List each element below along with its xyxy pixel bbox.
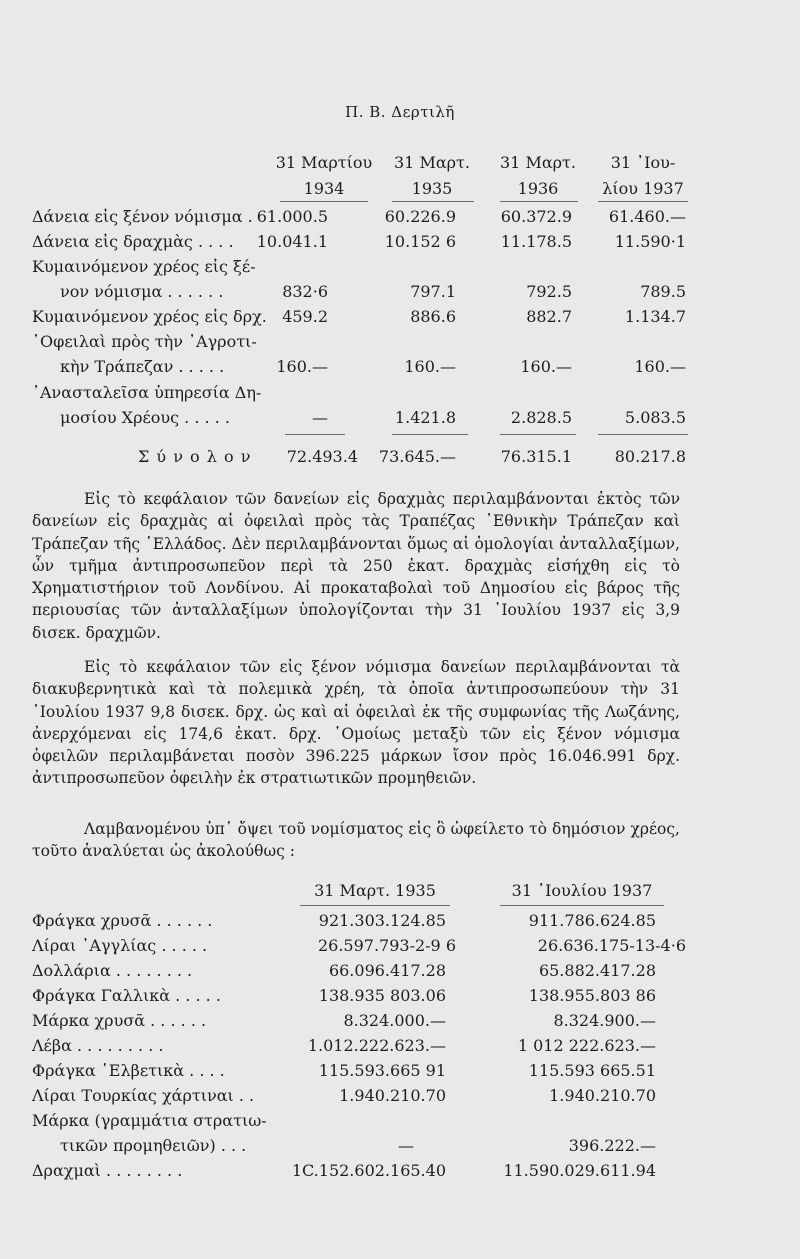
body-paragraph [32,656,680,790]
table-cell: 1.940.210.70 [339,1086,446,1105]
total-cell: 73.645.— [378,447,456,466]
table-cell: — [312,408,328,427]
table-cell: 5.083.5 [624,408,686,427]
total-label: Σ ύ ν ο λ ο ν [138,447,252,466]
page-header-author: Π. Β. Δερτιλῆ [345,103,455,121]
table-cell: 1 012 222.623.— [517,1036,656,1055]
column-header-line2: λίου 1937 [602,179,684,198]
table2-col-header: 31 Μαρτ. 1935 [314,881,436,900]
table-cell: 396.222.— [568,1136,656,1155]
body-paragraph [32,488,680,644]
column-header-line1: 31 Μαρτ. [394,153,470,172]
row-label: Φράγκα ῾Ελβετικὰ . . . . [32,1061,225,1080]
total-cell: 72.493.4 [286,447,358,466]
table-cell: 26.636.175-13-4·6 [537,936,686,955]
table1-col-header [268,150,380,202]
row-label: Λέβα . . . . . . . . . [32,1036,164,1055]
table-cell: 160.— [520,357,572,376]
table-cell: 138.935 803.06 [318,986,446,1005]
table2-col-header: 31 ᾿Ιουλίου 1937 [511,881,653,900]
row-label: Λίραι ᾿Αγγλίας . . . . . [32,936,208,955]
row-label: Δάνεια εἰς ξένον νόμισμα . [32,207,253,226]
row-label: Κυμαινόμενον χρέος εἰς ξέ- [32,257,256,276]
table-cell: 66.096.417.28 [328,961,446,980]
table-cell: 789.5 [640,282,686,301]
table-cell: 61.000.5 [256,207,328,226]
table-cell: 797.1 [410,282,456,301]
table-cell: 1.134.7 [624,307,686,326]
table-cell: 11.590·1 [614,232,686,251]
column-header-line2: 1935 [411,179,453,198]
table-cell: 26.597.793-2-9 6 [317,936,456,955]
total-cell: 76.315.1 [500,447,572,466]
header-rule [300,905,450,906]
paragraph-text: Εἰς τὸ κεφάλαιον τῶν εἰς ξένον νόμισμα δανείων περιλαμβάνονται τὰ διακυβερνητικὰ καὶ τὰ πολεμικὰ χρέη, τὰ ὁποῖα ἀντιπροσωπεύουν τὴν 31 ᾿Ιουλίου 1937 9,8 δισεκ. δρχ. ὡς καὶ αἱ ὀφειλαὶ ἐκ τῆς συμφωνίας τῆς Λωζάνης, ἀνερχόμεναι εἰς 174,6 ἑκατ. δρχ. ῾Ομοίως μεταξὺ τῶν εἰς ξένον νόμισμα ὀφειλῶν περιλαμβάνεται ποσὸν 396.225 μάρκων ἴσον πρὸς 16.046.991 δρχ. ἀντιπροσωπεῦον ὀφειλὴν ἐκ στρατιωτικῶν προμηθειῶν. [32,658,680,788]
table-cell: 10.152 6 [384,232,456,251]
table-cell: 10.041.1 [256,232,328,251]
header-rule [500,905,664,906]
table-cell: 160.— [404,357,456,376]
table-cell: 11.590.029.611.94 [503,1161,656,1180]
table1-col-header [382,150,482,202]
table-cell: 1.012.222.623.— [307,1036,446,1055]
table-cell: 1C.152.602.165.40 [291,1161,446,1180]
table-cell: 2.828.5 [510,408,572,427]
table-cell: 8.324.900.— [553,1011,656,1030]
table-cell: 459.2 [282,307,328,326]
table-cell: 792.5 [526,282,572,301]
column-header-line1: 31 Μαρτ. [500,153,576,172]
table-cell: 1.940.210.70 [549,1086,656,1105]
table-cell: 11.178.5 [500,232,572,251]
sum-rule [598,434,688,435]
sum-rule [285,434,345,435]
column-header-line2: 1934 [303,179,345,198]
table-cell: 65.882.417.28 [538,961,656,980]
row-label: Λίραι Τουρκίας χάρτιναι . . [32,1086,255,1105]
table-cell: 115.593.665 91 [318,1061,446,1080]
table-cell: 1.421.8 [394,408,456,427]
table-cell: 886.6 [410,307,456,326]
table1-col-header [490,150,586,202]
paragraph-text: Λαμβανομένου ὑπ᾿ ὄψει τοῦ νομίσματος εἰς ὃ ὠφείλετο τὸ δημόσιον χρέος, τοῦτο ἀναλύεται ὡς ἀκολούθως : [32,820,680,861]
table-cell: 61.460.— [608,207,686,226]
row-label: ᾿Οφειλαὶ πρὸς τὴν ᾿Αγροτι- [32,332,257,351]
sum-rule [500,434,576,435]
table-cell: 921.303.124.85 [318,911,446,930]
table1-col-header [588,150,698,202]
column-header-line2: 1936 [517,179,559,198]
row-label: νον νόμισμα . . . . . . [60,282,224,301]
row-label: Μάρκα (γραμμάτια στρατιω- [32,1111,267,1130]
total-cell: 80.217.8 [614,447,686,466]
row-label: Δάνεια εἰς δραχμὰς . . . . [32,232,234,251]
table-cell: 138.955.803 86 [528,986,656,1005]
row-label: Δραχμαὶ . . . . . . . . [32,1161,183,1180]
header-rule [500,201,578,202]
table-cell: 60.372.9 [500,207,572,226]
table-cell: 60.226.9 [384,207,456,226]
sum-rule [392,434,468,435]
table-cell: 832·6 [282,282,328,301]
table-cell: 115.593 665.51 [528,1061,656,1080]
row-label: Δολλάρια . . . . . . . . [32,961,193,980]
column-header-line1: 31 ᾿Ιου- [610,153,676,172]
header-rule [598,201,688,202]
row-label: μοσίου Χρέους . . . . . [60,408,230,427]
header-rule [280,201,368,202]
column-header-line1: 31 Μαρτίου [275,153,373,172]
header-rule [392,201,474,202]
row-label: Φράγκα Γαλλικὰ . . . . . [32,986,221,1005]
row-label: ᾿Ανασταλεῖσα ὑπηρεσία Δη- [32,383,262,402]
row-label: τικῶν προμηθειῶν) . . . [60,1136,247,1155]
row-label: Φράγκα χρυσᾶ . . . . . . [32,911,213,930]
table-cell: — [398,1136,414,1155]
table-cell: 160.— [634,357,686,376]
table-cell: 160.— [276,357,328,376]
row-label: Μάρκα χρυσᾶ . . . . . . [32,1011,207,1030]
body-paragraph [32,818,680,863]
row-label: Κυμαινόμενον χρέος εἰς δρχ. [32,307,267,326]
table-cell: 882.7 [526,307,572,326]
paragraph-text: Εἰς τὸ κεφάλαιον τῶν δανείων εἰς δραχμὰς περιλαμβάνονται ἐκτὸς τῶν δανείων εἰς δραχμὰς αἱ ὀφειλαὶ πρὸς τὰς Τραπέζας ᾿Εθνικὴν Τράπεζαν καὶ Τράπεζαν τῆς ῾Ελλάδος. Δὲν περιλαμβάνονται ὅμως αἱ ὁμολογίαι ἀνταλλαξίμων, ὧν τμῆμα ἀντιπροσωπεῦον περὶ τὰ 250 ἑκατ. δραχμὰς εἰσήχθη εἰς τὸ Χρηματιστήριον τοῦ Λονδίνου. Αἱ προκαταβολαὶ τοῦ Δημοσίου εἰς βάρος τῆς περιουσίας τῶν ἀνταλλαξίμων ὑπολογίζονται τὴν 31 ᾿Ιουλίου 1937 εἰς 3,9 δισεκ. δραχμῶν. [32,490,680,642]
table-cell: 8.324.000.— [343,1011,446,1030]
table-cell: 911.786.624.85 [528,911,656,930]
row-label: κὴν Τράπεζαν . . . . . [60,357,225,376]
